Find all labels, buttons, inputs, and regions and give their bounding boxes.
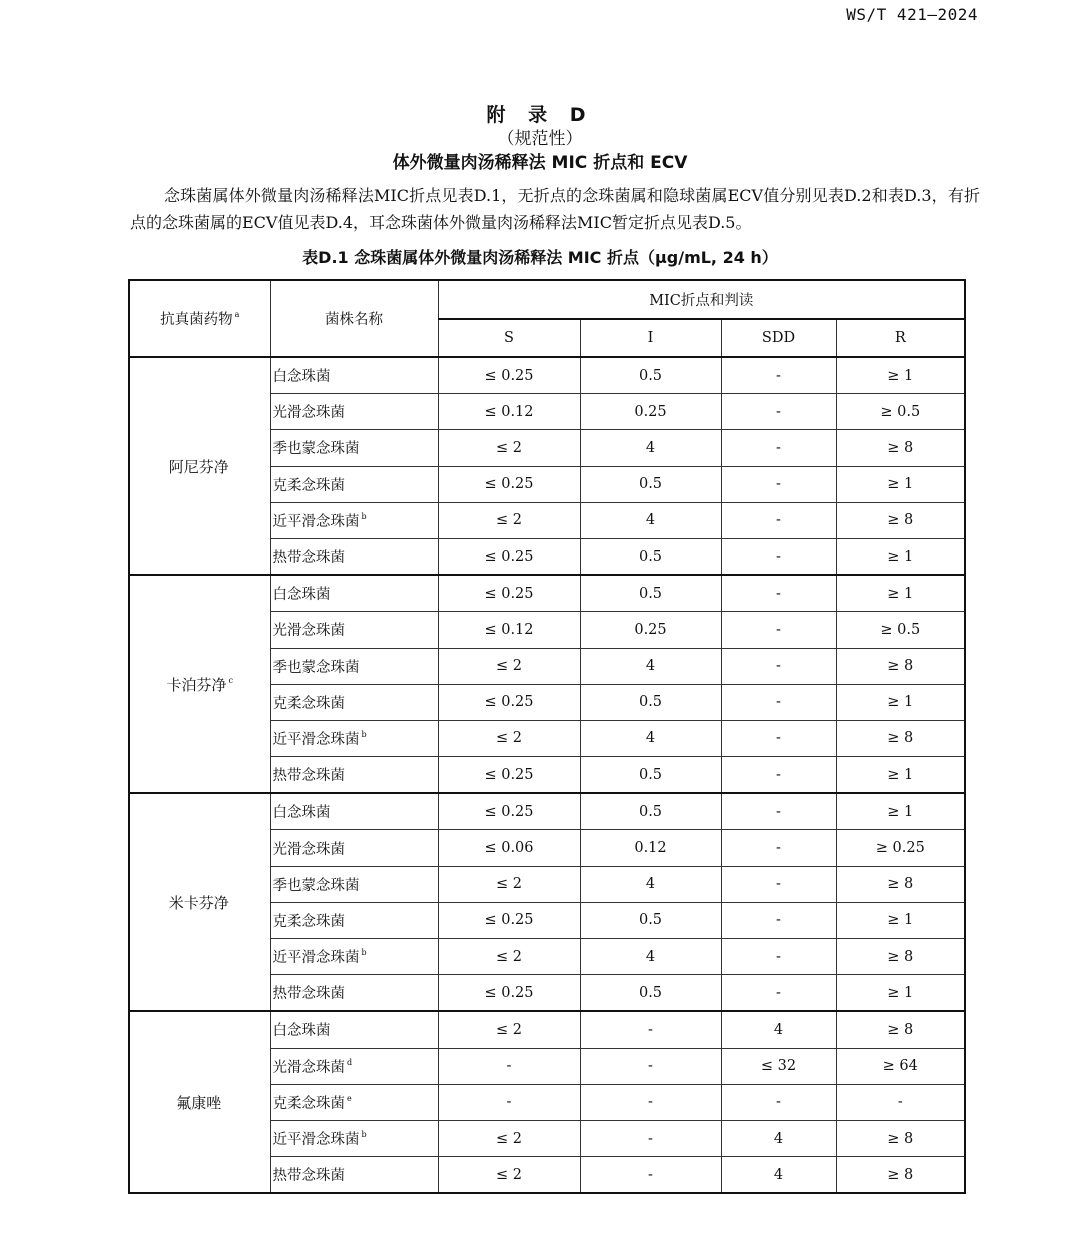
drug-name-cell bbox=[129, 575, 270, 793]
value-sdd: - bbox=[721, 866, 836, 902]
strain-cell bbox=[270, 684, 438, 720]
strain-name: 热带念珠菌 bbox=[272, 1168, 345, 1185]
strain-name: 克柔念珠菌 bbox=[272, 695, 345, 712]
value-i: 0.5 bbox=[580, 466, 721, 502]
table-caption: 表D.1 念珠菌属体外微量肉汤稀释法 MIC 折点（μg/mL, 24 h） bbox=[302, 248, 778, 267]
value-i: 0.5 bbox=[580, 757, 721, 794]
drug-name-cell bbox=[129, 357, 270, 575]
value-s: ≤ 2 bbox=[438, 648, 580, 684]
value-s: ≤ 2 bbox=[438, 502, 580, 538]
header-drug-label: 抗真菌药物 bbox=[160, 312, 233, 328]
standard-code: WS/T 421—2024 bbox=[846, 5, 978, 24]
strain-name: 光滑念珠菌 bbox=[272, 623, 345, 640]
value-s: - bbox=[438, 1048, 580, 1084]
appendix-status: （规范性） bbox=[497, 129, 583, 149]
value-sdd: - bbox=[721, 939, 836, 975]
strain-footnote: b bbox=[361, 1130, 367, 1140]
value-s: ≤ 0.12 bbox=[438, 394, 580, 430]
value-sdd: - bbox=[721, 793, 836, 830]
value-sdd: - bbox=[721, 648, 836, 684]
value-i: 0.25 bbox=[580, 394, 721, 430]
value-r: ≥ 1 bbox=[836, 793, 965, 830]
value-r: ≥ 8 bbox=[836, 1120, 965, 1156]
value-i: - bbox=[580, 1048, 721, 1084]
strain-name: 克柔念珠菌 bbox=[272, 913, 345, 930]
strain-cell bbox=[270, 866, 438, 902]
value-sdd: - bbox=[721, 575, 836, 612]
value-r: - bbox=[836, 1084, 965, 1120]
strain-name: 近平滑念珠菌 bbox=[272, 950, 360, 967]
strain-footnote: b bbox=[361, 729, 367, 739]
strain-cell bbox=[270, 939, 438, 975]
value-s: ≤ 0.25 bbox=[438, 575, 580, 612]
value-sdd: - bbox=[721, 430, 836, 466]
value-sdd: - bbox=[721, 720, 836, 756]
drug-name: 米卡芬净 bbox=[168, 893, 229, 912]
value-i: 0.25 bbox=[580, 612, 721, 648]
strain-cell bbox=[270, 648, 438, 684]
value-sdd: - bbox=[721, 538, 836, 575]
strain-name: 光滑念珠菌 bbox=[272, 1059, 345, 1076]
strain-cell bbox=[270, 466, 438, 502]
table-row bbox=[129, 1011, 965, 1048]
value-s: ≤ 0.25 bbox=[438, 902, 580, 938]
value-i: 4 bbox=[580, 648, 721, 684]
strain-name: 光滑念珠菌 bbox=[272, 405, 345, 422]
strain-name: 热带念珠菌 bbox=[272, 986, 345, 1003]
table-row bbox=[129, 575, 965, 612]
value-s: ≤ 0.25 bbox=[438, 793, 580, 830]
strain-cell bbox=[270, 357, 438, 394]
value-s: ≤ 2 bbox=[438, 720, 580, 756]
value-i: 0.5 bbox=[580, 538, 721, 575]
value-sdd: - bbox=[721, 975, 836, 1012]
header-sdd: SDD bbox=[721, 319, 836, 357]
value-i: 0.5 bbox=[580, 684, 721, 720]
value-s: ≤ 2 bbox=[438, 1011, 580, 1048]
strain-name: 季也蒙念珠菌 bbox=[272, 877, 360, 894]
appendix-subtitle: 体外微量肉汤稀释法 MIC 折点和 ECV bbox=[392, 153, 688, 173]
strain-cell bbox=[270, 1011, 438, 1048]
value-sdd: ≤ 32 bbox=[721, 1048, 836, 1084]
value-r: ≥ 0.5 bbox=[836, 612, 965, 648]
strain-name: 季也蒙念珠菌 bbox=[272, 659, 360, 676]
strain-name: 克柔念珠菌 bbox=[272, 477, 345, 494]
value-s: ≤ 0.25 bbox=[438, 538, 580, 575]
value-s: ≤ 0.12 bbox=[438, 612, 580, 648]
header-mic-group: MIC折点和判读 bbox=[438, 280, 965, 319]
drug-footnote: c bbox=[228, 675, 233, 685]
value-i: 0.5 bbox=[580, 975, 721, 1012]
strain-name: 白念珠菌 bbox=[272, 587, 331, 604]
value-r: ≥ 1 bbox=[836, 466, 965, 502]
value-sdd: - bbox=[721, 757, 836, 794]
strain-cell bbox=[270, 793, 438, 830]
value-s: ≤ 0.25 bbox=[438, 466, 580, 502]
strain-name: 季也蒙念珠菌 bbox=[272, 441, 360, 458]
value-i: 0.12 bbox=[580, 830, 721, 866]
drug-name: 氟康唑 bbox=[176, 1093, 222, 1112]
value-r: ≥ 8 bbox=[836, 939, 965, 975]
value-sdd: - bbox=[721, 502, 836, 538]
strain-cell bbox=[270, 502, 438, 538]
mic-breakpoint-table bbox=[128, 279, 966, 1194]
strain-footnote: b bbox=[361, 948, 367, 958]
value-s: ≤ 2 bbox=[438, 1120, 580, 1156]
value-sdd: - bbox=[721, 466, 836, 502]
value-sdd: 4 bbox=[721, 1011, 836, 1048]
strain-cell bbox=[270, 394, 438, 430]
value-r: ≥ 8 bbox=[836, 502, 965, 538]
value-i: 0.5 bbox=[580, 357, 721, 394]
strain-cell bbox=[270, 1120, 438, 1156]
value-r: ≥ 1 bbox=[836, 357, 965, 394]
value-s: ≤ 0.25 bbox=[438, 357, 580, 394]
value-r: ≥ 1 bbox=[836, 975, 965, 1012]
value-s: ≤ 0.06 bbox=[438, 830, 580, 866]
value-r: ≥ 0.25 bbox=[836, 830, 965, 866]
value-r: ≥ 1 bbox=[836, 538, 965, 575]
header-r: R bbox=[836, 319, 965, 357]
value-sdd: - bbox=[721, 830, 836, 866]
value-sdd: - bbox=[721, 357, 836, 394]
value-sdd: - bbox=[721, 684, 836, 720]
table-header-row bbox=[129, 280, 965, 319]
value-i: 0.5 bbox=[580, 902, 721, 938]
strain-name: 热带念珠菌 bbox=[272, 550, 345, 567]
value-sdd: - bbox=[721, 902, 836, 938]
strain-name: 热带念珠菌 bbox=[272, 768, 345, 785]
drug-name-cell bbox=[129, 793, 270, 1011]
strain-name: 白念珠菌 bbox=[272, 1023, 331, 1040]
value-r: ≥ 8 bbox=[836, 866, 965, 902]
strain-cell bbox=[270, 975, 438, 1012]
strain-cell bbox=[270, 1048, 438, 1084]
strain-cell bbox=[270, 430, 438, 466]
value-r: ≥ 64 bbox=[836, 1048, 965, 1084]
value-sdd: - bbox=[721, 1084, 836, 1120]
value-r: ≥ 8 bbox=[836, 648, 965, 684]
header-strain: 菌株名称 bbox=[270, 280, 438, 357]
strain-name: 光滑念珠菌 bbox=[272, 841, 345, 858]
drug-name: 卡泊芬净 bbox=[166, 675, 227, 694]
header-i: I bbox=[580, 319, 721, 357]
drug-name: 阿尼芬净 bbox=[168, 457, 229, 476]
strain-name: 近平滑念珠菌 bbox=[272, 731, 360, 748]
value-s: ≤ 2 bbox=[438, 430, 580, 466]
drug-name-cell bbox=[129, 1011, 270, 1193]
value-i: - bbox=[580, 1011, 721, 1048]
value-r: ≥ 1 bbox=[836, 902, 965, 938]
value-s: - bbox=[438, 1084, 580, 1120]
strain-cell bbox=[270, 902, 438, 938]
strain-cell bbox=[270, 830, 438, 866]
intro-paragraph: 念珠菌属体外微量肉汤稀释法MIC折点见表D.1，无折点的念珠菌属和隐球菌属ECV值分别见表D.2和表D.3，有折点的念珠菌属的ECV值见表D.4，耳念珠菌体外微量肉汤稀释法MIC暂定折点见表D.5。 bbox=[130, 186, 980, 232]
strain-cell bbox=[270, 1084, 438, 1120]
value-r: ≥ 8 bbox=[836, 1157, 965, 1194]
value-s: ≤ 2 bbox=[438, 866, 580, 902]
strain-name: 白念珠菌 bbox=[272, 805, 331, 822]
strain-cell bbox=[270, 757, 438, 794]
strain-cell bbox=[270, 538, 438, 575]
table-row bbox=[129, 357, 965, 394]
value-r: ≥ 8 bbox=[836, 1011, 965, 1048]
value-sdd: - bbox=[721, 394, 836, 430]
value-s: ≤ 2 bbox=[438, 1157, 580, 1194]
value-sdd: 4 bbox=[721, 1120, 836, 1156]
appendix-title: 附 录 D bbox=[486, 104, 594, 126]
table-row bbox=[129, 793, 965, 830]
value-i: 0.5 bbox=[580, 793, 721, 830]
strain-footnote: d bbox=[347, 1057, 353, 1067]
strain-cell bbox=[270, 720, 438, 756]
strain-cell bbox=[270, 612, 438, 648]
value-s: ≤ 0.25 bbox=[438, 757, 580, 794]
value-i: 4 bbox=[580, 720, 721, 756]
strain-footnote: b bbox=[361, 511, 367, 521]
value-r: ≥ 8 bbox=[836, 720, 965, 756]
strain-name: 近平滑念珠菌 bbox=[272, 513, 360, 530]
value-i: - bbox=[580, 1120, 721, 1156]
value-i: 4 bbox=[580, 502, 721, 538]
value-i: - bbox=[580, 1084, 721, 1120]
value-i: 4 bbox=[580, 866, 721, 902]
value-sdd: 4 bbox=[721, 1157, 836, 1194]
value-s: ≤ 2 bbox=[438, 939, 580, 975]
strain-name: 白念珠菌 bbox=[272, 369, 331, 386]
value-r: ≥ 1 bbox=[836, 575, 965, 612]
value-i: 0.5 bbox=[580, 575, 721, 612]
value-r: ≥ 1 bbox=[836, 757, 965, 794]
value-i: 4 bbox=[580, 430, 721, 466]
value-r: ≥ 0.5 bbox=[836, 394, 965, 430]
strain-name: 近平滑念珠菌 bbox=[272, 1132, 360, 1149]
header-drug bbox=[129, 280, 270, 357]
strain-cell bbox=[270, 575, 438, 612]
value-i: - bbox=[580, 1157, 721, 1194]
strain-cell bbox=[270, 1157, 438, 1194]
strain-footnote: e bbox=[347, 1093, 352, 1103]
header-s: S bbox=[438, 319, 580, 357]
value-r: ≥ 1 bbox=[836, 684, 965, 720]
header-drug-footnote: a bbox=[234, 310, 240, 319]
value-s: ≤ 0.25 bbox=[438, 684, 580, 720]
value-sdd: - bbox=[721, 612, 836, 648]
value-s: ≤ 0.25 bbox=[438, 975, 580, 1012]
value-i: 4 bbox=[580, 939, 721, 975]
strain-name: 克柔念珠菌 bbox=[272, 1095, 345, 1112]
value-r: ≥ 8 bbox=[836, 430, 965, 466]
